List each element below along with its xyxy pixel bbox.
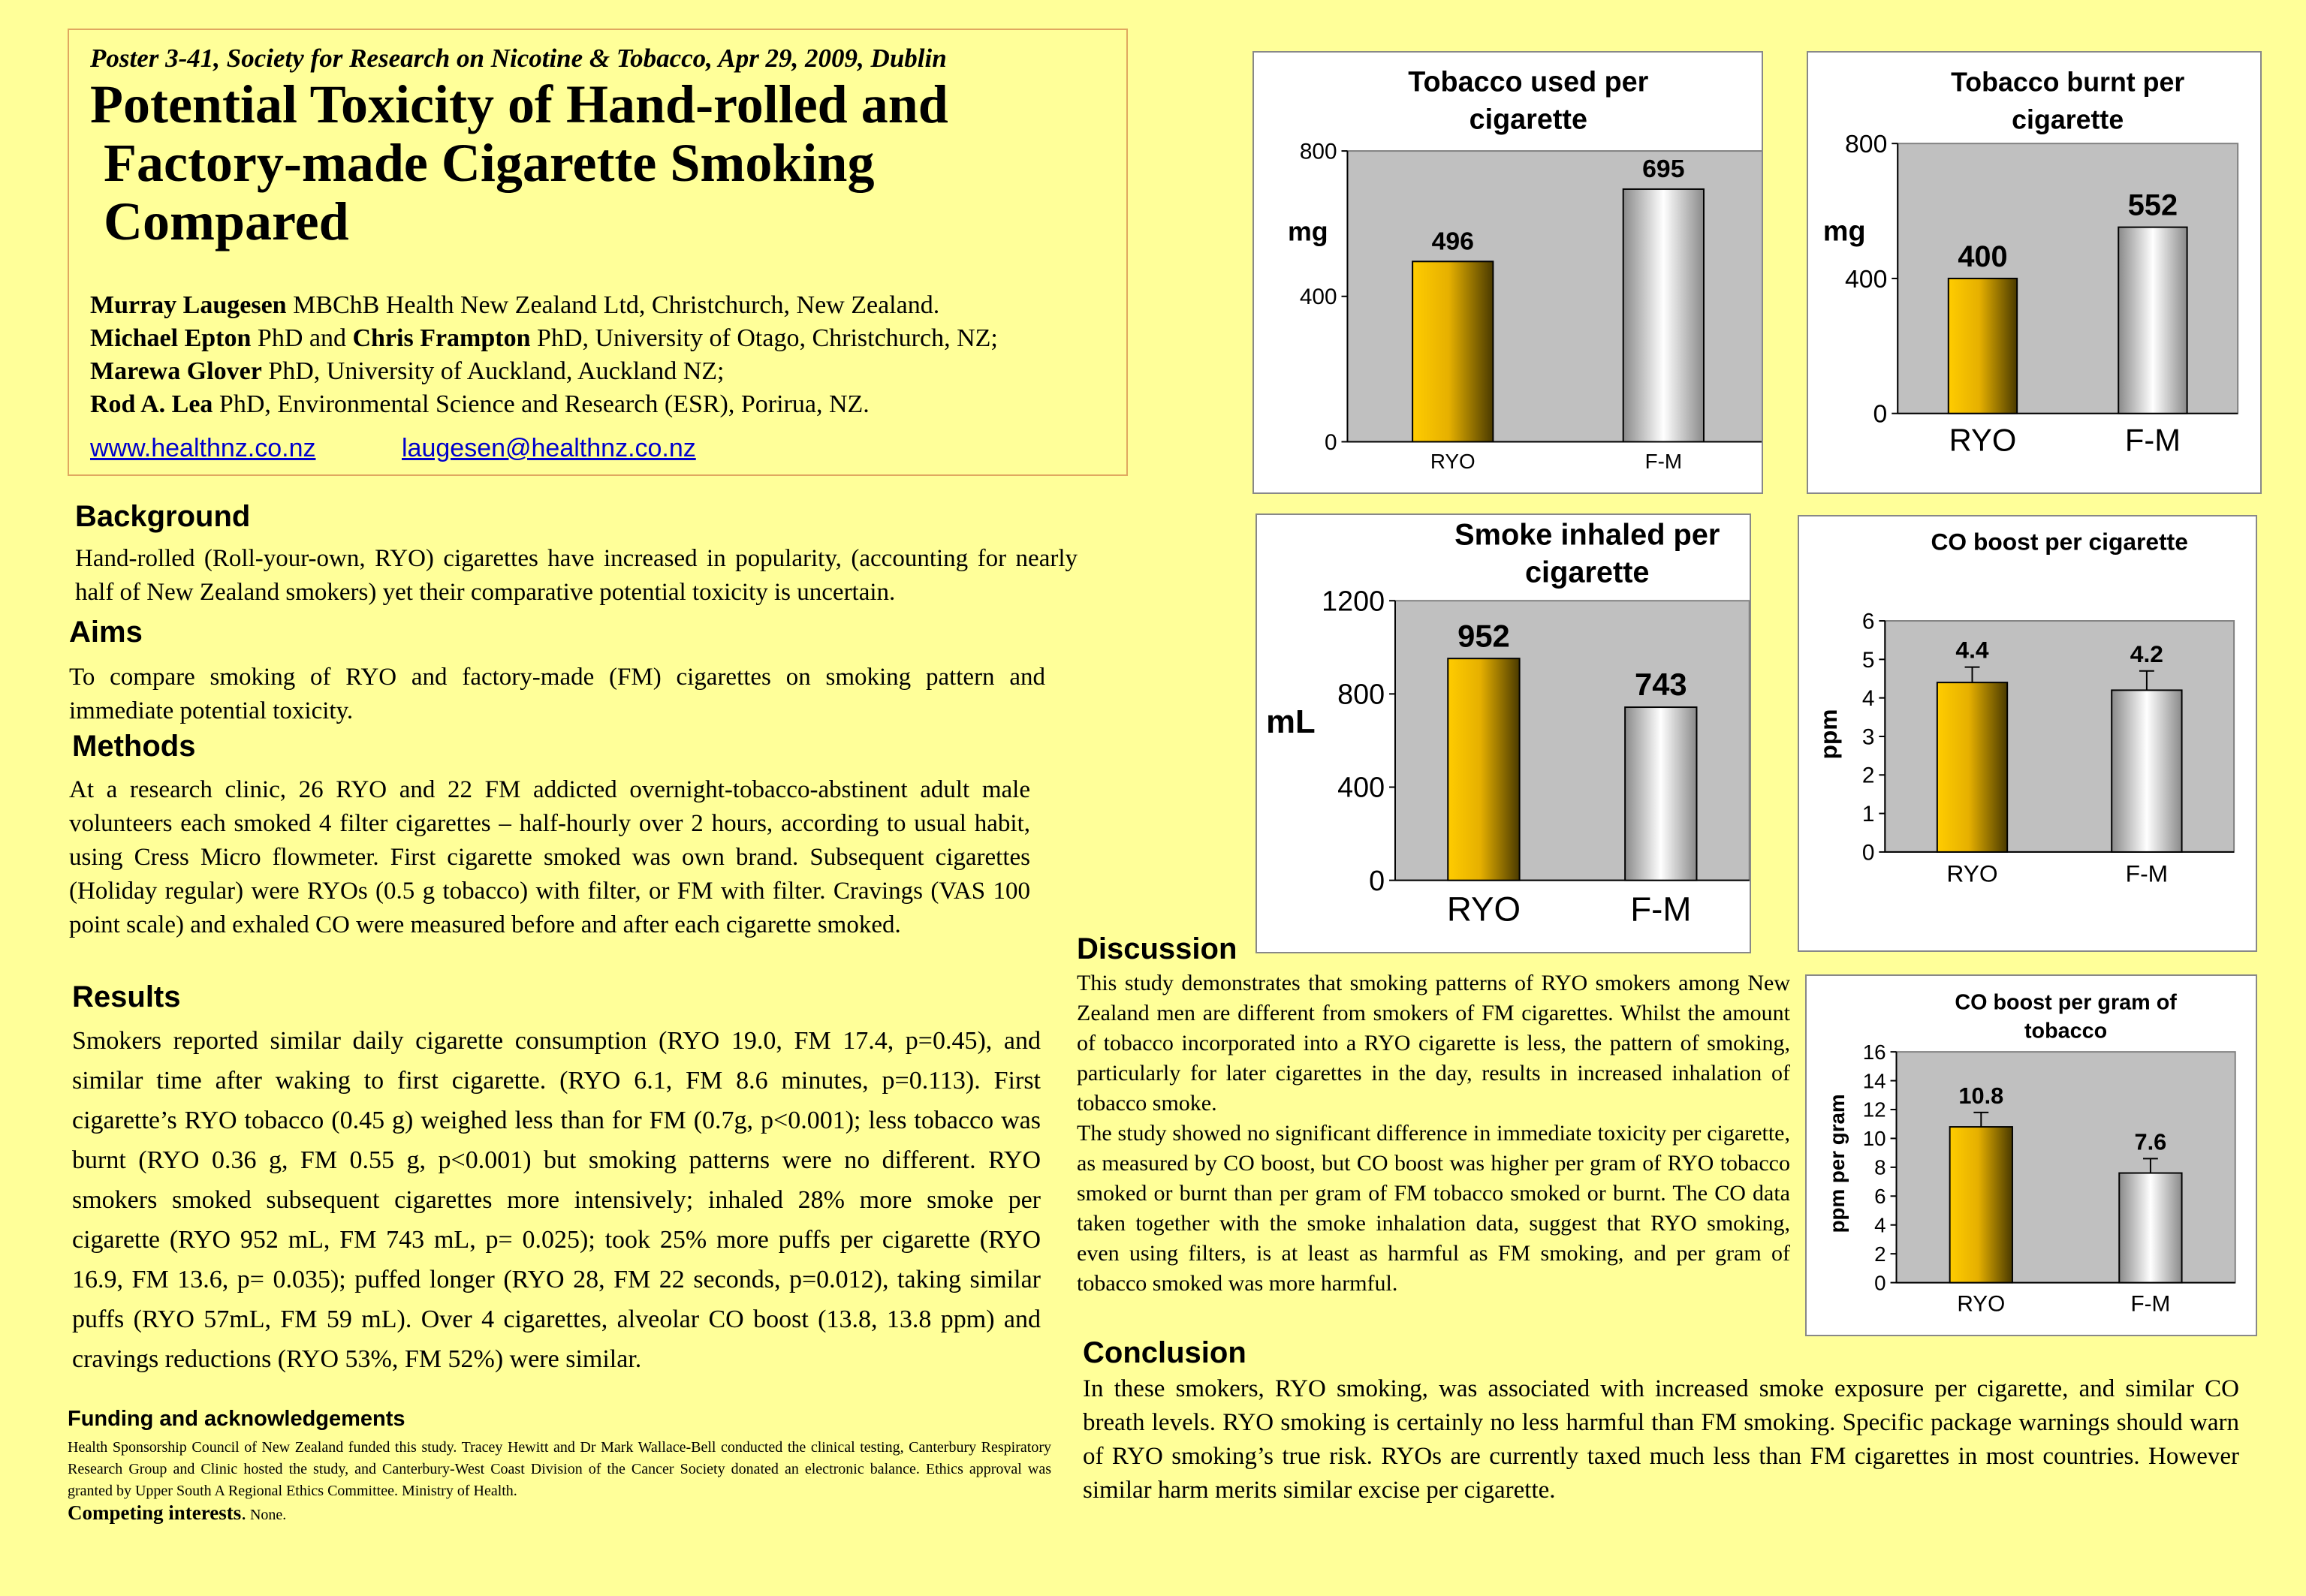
category-label: F-M (2130, 1291, 2171, 1317)
y-tick-label: 2 (1861, 763, 1875, 788)
category-label: F-M (2125, 860, 2169, 887)
aims-heading: Aims (69, 616, 143, 649)
aims-text: To compare smoking of RYO and factory-made (FM) cigarettes on smoking pattern and immediate potential toxicity. (69, 664, 1045, 724)
author-line (90, 291, 939, 320)
author-affiliation: MBChB Health New Zealand Ltd, Christchurch, New Zealand. (286, 291, 940, 319)
email-link[interactable]: laugesen@healthnz.co.nz (402, 434, 696, 462)
chart-svg (1799, 516, 2256, 950)
plot-area (1897, 1052, 2235, 1282)
chart-tobacco-used (1252, 51, 1763, 494)
discussion-heading: Discussion (1077, 932, 1237, 965)
chart-svg (1808, 53, 2260, 492)
y-tick-label: 4 (1874, 1213, 1886, 1237)
y-axis-label: mL (1266, 703, 1316, 741)
conclusion-heading: Conclusion (1083, 1336, 1246, 1369)
results-text: Smokers reported similar daily cigarette consumption (RYO 19.0, FM 17.4, p=0.45), and similar time after waking to first cigarette. (RYO 6.1, FM 8.6 minutes, p=0.113). First cigarette’s RYO tobacco (0.45 g) weighed less than for FM (0.7g, p<0.001); less tobacco was burnt (RYO 0.36 g, FM 0.55 g, p<0.001) but smoking patterns were no different. RYO smokers smoked subsequent cigarettes more intensively; inhaled 28% more smoke per cigarette (RYO 952 mL, FM 743 mL, p= 0.025); took 25% more puffs per cigarette (RYO 16.9, FM 13.6, p= 0.035); puffed longer (RYO 28, FM 22 seconds, p=0.012), taking similar puffs (RYO 57mL, FM 59 mL). Over 4 cigarettes, alveolar CO boost (13.8, 13.8 ppm) and cravings reductions (RYO 53%, FM 52%) were similar. (72, 1027, 1041, 1373)
y-tick-label: 5 (1861, 647, 1875, 673)
chart-title: cigarette (1524, 556, 1650, 589)
y-axis-label: ppm (1814, 709, 1842, 760)
data-label: 4.2 (2130, 640, 2163, 667)
chart-title: tobacco (2024, 1019, 2108, 1043)
background-heading: Background (75, 500, 251, 533)
y-tick-label: 4 (1861, 686, 1875, 712)
y-tick-label: 800 (1337, 678, 1385, 710)
data-label: 4.4 (1955, 636, 1989, 664)
bar-ryo (1949, 279, 2017, 414)
funding-text: Health Sponsorship Council of New Zealand funded this study. Tracey Hewitt and Dr Mark Wallace-Bell conducted the clinical testing, Canterbury Respiratory Research Group and Clinic hosted the study, and Canterbury-West Coast Division of the Cancer Society donated an electronic balance. Ethics approval was granted by Upper South A Regional Ethics Committee. Ministry of Health. (68, 1439, 1051, 1499)
y-tick-label: 800 (1845, 129, 1888, 158)
author-name: Michael Epton (90, 324, 252, 352)
chart-smoke-inhaled (1255, 513, 1751, 953)
discussion-paragraph: This study demonstrates that smoking patterns of RYO smokers among New Zealand men are different from smokers of FM cigarettes. Whilst the amount of tobacco incorporated into a RYO cigarette is less, the pattern of smoking, particularly for later cigarettes in the day, results in increased inhalation of tobacco smoke. (1077, 971, 1790, 1116)
data-label: 496 (1431, 227, 1474, 256)
bar-ryo (1448, 658, 1519, 880)
author-line (90, 390, 870, 419)
y-tick-label: 2 (1874, 1242, 1886, 1266)
background-text: Hand-rolled (Roll-your-own, RYO) cigarettes have increased in popularity, (accounting for nearly half of New Zealand smokers) yet their comparative potential toxicity is uncertain. (75, 545, 1078, 606)
author-line (90, 357, 725, 386)
bar-ryo (1950, 1127, 2012, 1283)
methods-heading: Methods (72, 730, 196, 763)
bar-fm (1623, 189, 1704, 442)
y-tick-label: 10 (1862, 1127, 1886, 1151)
competing-text: None. (246, 1507, 287, 1523)
y-tick-label: 400 (1337, 771, 1385, 803)
y-tick-label: 0 (1873, 399, 1888, 429)
author-affiliation: PhD, University of Auckland, Auckland NZ; (261, 357, 725, 385)
y-tick-label: 0 (1369, 864, 1385, 896)
chart-svg (1257, 515, 1750, 952)
category-label: RYO (1946, 860, 1998, 887)
author-name: Chris Frampton (352, 324, 531, 352)
category-label: RYO (1949, 422, 2017, 458)
author-name: Marewa Glover (90, 357, 262, 385)
y-tick-label: 800 (1299, 139, 1337, 164)
conclusion-text: In these smokers, RYO smoking, was associated with increased smoke exposure per cigarette, and similar CO breath levels. RYO smoking is certainly no less harmful than FM smoking. Specific package warnings should warn of RYO smoking’s true risk. RYOs are currently taxed much less than FM cigarettes in most countries. However similar harm merits similar excise per cigarette. (1083, 1375, 2239, 1504)
data-label: 552 (2127, 188, 2178, 222)
category-label: F-M (1630, 890, 1692, 929)
y-tick-label: 0 (1324, 429, 1337, 455)
website-link[interactable]: www.healthnz.co.nz (90, 434, 316, 462)
author-line (90, 324, 998, 353)
y-tick-label: 6 (1861, 609, 1875, 634)
y-tick-label: 0 (1874, 1271, 1886, 1295)
category-label: RYO (1446, 890, 1521, 929)
y-tick-label: 6 (1874, 1185, 1886, 1209)
y-tick-label: 8 (1874, 1155, 1886, 1179)
author-name: Rod A. Lea (90, 390, 213, 418)
chart-svg (1254, 53, 1762, 492)
y-axis-label: mg (1822, 215, 1866, 247)
chart-co-boost (1798, 515, 2257, 952)
chart-svg (1807, 976, 2256, 1335)
y-tick-label: 16 (1862, 1040, 1886, 1064)
methods-text: At a research clinic, 26 RYO and 22 FM addicted overnight-tobacco-abstinent adult male volunteers each smoked 4 filter cigarettes – half-hourly over 2 hours, according to usual habit, using Cress Micro flowmeter. First cigarette smoked was own brand. Subsequent cigarettes (Holiday regular) were RYOs (0.5 g tobacco) with filter, or FM with filter. Cravings (VAS 100 point scale) and exhaled CO were measured before and after each cigarette smoked. (69, 776, 1030, 938)
category-label: RYO (1957, 1291, 2006, 1317)
chart-title: Smoke inhaled per (1454, 518, 1720, 552)
discussion-paragraph: The study showed no significant difference in immediate toxicity per cigarette, as measured by CO boost, but CO boost was higher per gram of RYO tobacco smoked or burnt than per gram of FM tobacco smoked or burnt. The CO data taken together with the smoke inhalation data, suggest that RYO smoking, even using filters, is at least as harmful as FM smoking, and per gram of tobacco smoked was more harmful. (1077, 1121, 1790, 1296)
data-label: 400 (1958, 240, 2008, 274)
y-tick-label: 1 (1861, 802, 1875, 827)
poster-title: Potential Toxicity of Hand-rolled and Factory-made Cigarette Smoking Compared (90, 74, 948, 251)
funding-heading: Funding and acknowledgements (68, 1407, 405, 1431)
y-axis-label: ppm per gram (1825, 1094, 1849, 1233)
y-tick-label: 12 (1862, 1098, 1886, 1122)
category-label: F-M (1644, 450, 1683, 474)
competing-interests: Competing interests. None. (68, 1501, 287, 1524)
bar-fm (1625, 707, 1696, 881)
y-tick-label: 400 (1299, 285, 1337, 310)
data-label: 695 (1642, 155, 1685, 184)
y-axis-label: mg (1288, 216, 1328, 247)
author-affiliation: PhD and (251, 324, 353, 352)
chart-co-per-gram (1805, 974, 2257, 1336)
y-tick-label: 3 (1861, 724, 1875, 750)
chart-title: CO boost per gram of (1955, 990, 2177, 1015)
category-label: F-M (2124, 422, 2181, 458)
bar-ryo (1412, 261, 1493, 441)
y-tick-label: 0 (1861, 840, 1875, 866)
chart-title: Tobacco used per (1408, 65, 1649, 98)
author-affiliation: PhD, University of Otago, Christchurch, NZ; (530, 324, 998, 352)
category-label: RYO (1430, 450, 1476, 474)
bar-fm (2118, 227, 2187, 414)
author-affiliation: PhD, Environmental Science and Research (ESR), Porirua, NZ. (213, 390, 870, 418)
author-name: Murray Laugesen (90, 291, 287, 319)
competing-label: Competing interests (68, 1501, 242, 1524)
chart-title: Tobacco burnt per (1951, 67, 2185, 98)
discussion-text (1077, 968, 1790, 1299)
data-label: 743 (1635, 667, 1687, 703)
bar-fm (2112, 690, 2181, 852)
chart-title: cigarette (2012, 104, 2124, 135)
chart-title: cigarette (1469, 103, 1587, 135)
chart-title: CO boost per cigarette (1931, 528, 2188, 556)
y-tick-label: 400 (1845, 264, 1888, 294)
data-label: 7.6 (2134, 1128, 2167, 1155)
data-label: 952 (1457, 618, 1510, 654)
y-tick-label: 1200 (1322, 585, 1385, 617)
chart-tobacco-burnt (1807, 51, 2262, 494)
bar-ryo (1937, 682, 2007, 852)
y-tick-label: 14 (1862, 1069, 1886, 1093)
results-heading: Results (72, 980, 181, 1013)
bar-fm (2119, 1173, 2181, 1283)
conference-line: Poster 3-41, Society for Research on Nicotine & Tobacco, Apr 29, 2009, Dublin (90, 44, 947, 73)
data-label: 10.8 (1958, 1082, 2004, 1109)
